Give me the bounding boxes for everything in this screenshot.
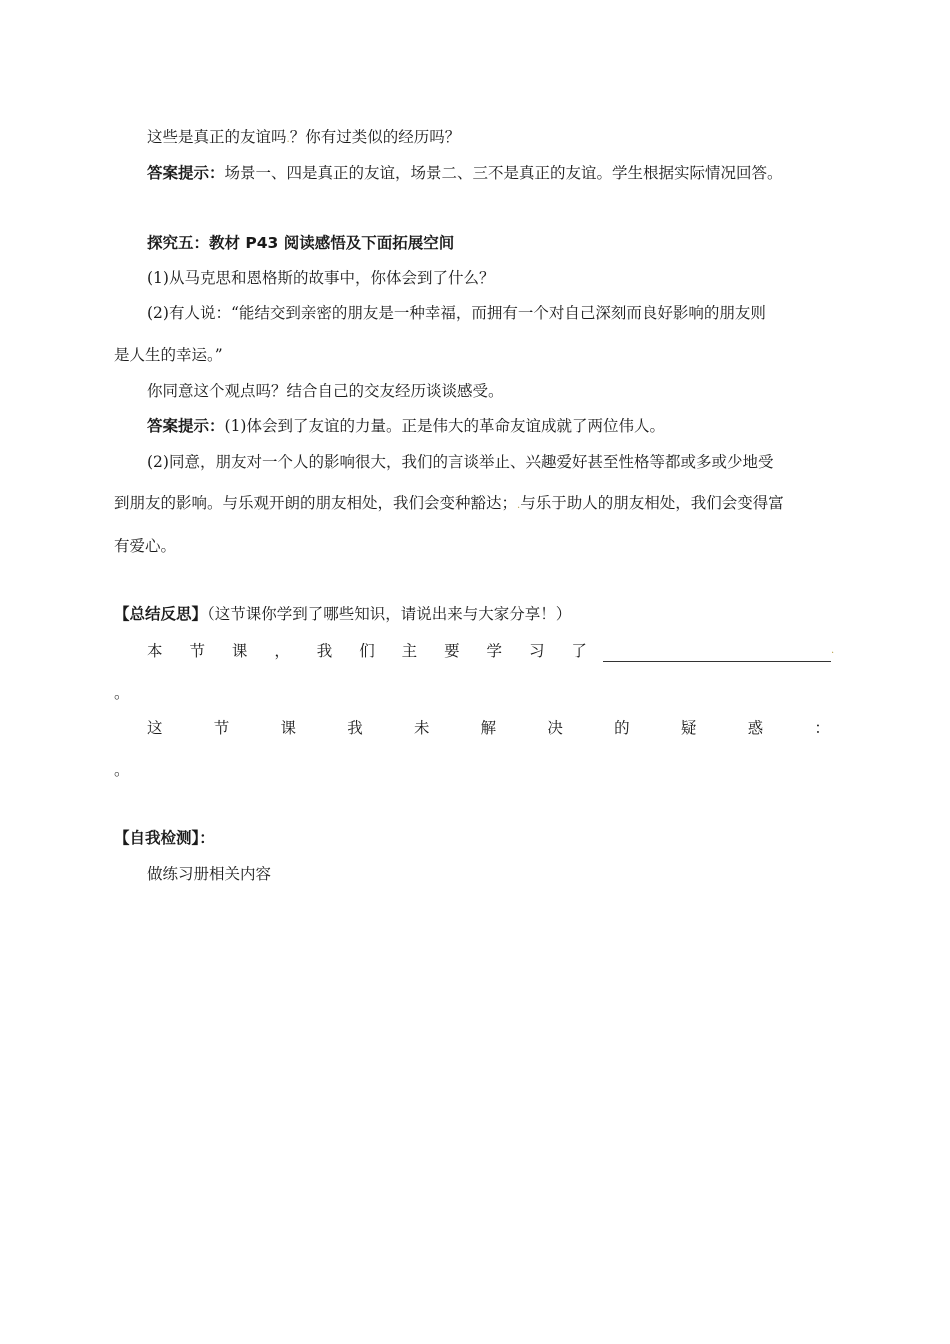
doubt-char: 未 — [413, 719, 430, 737]
edit-mark: . — [286, 134, 290, 145]
learned-char: 课 — [231, 642, 248, 660]
doubt-char: 节 — [213, 719, 230, 737]
answer-hint-1 — [147, 162, 783, 184]
learned-char: 习 — [528, 642, 545, 660]
learned-prompt — [147, 640, 587, 662]
edit-mark: . — [517, 500, 521, 511]
question-2-line2: 是人生的幸运。” — [114, 346, 223, 364]
answer-label: 答案提示： — [147, 417, 225, 435]
doubt-char: ： — [814, 719, 830, 737]
doubt-period: 。 — [114, 761, 130, 779]
answer-2-line1: (2)同意，朋友对一个人的影响很大，我们的言谈举止、兴趣爱好甚至性格等都或多或少地受 — [147, 453, 774, 471]
answer-text: 场景一、四是真正的友谊，场景二、三不是真正的友谊。学生根据实际情况回答。 — [224, 164, 783, 182]
learned-char: ， — [274, 642, 290, 660]
answer-label: 答案提示： — [147, 164, 225, 182]
learned-char: 了 — [571, 642, 587, 660]
question-3: 你同意这个观点吗？结合自己的交友经历谈谈感受。 — [147, 382, 504, 400]
doubt-char: 的 — [614, 719, 630, 737]
doubt-char: 我 — [347, 719, 363, 737]
answer-hint-2 — [147, 415, 665, 437]
learned-char: 节 — [189, 642, 205, 660]
doubt-char: 疑 — [680, 719, 697, 737]
learned-char: 要 — [444, 642, 460, 660]
summary-hint: （这节课你学到了哪些知识，请说出来与大家分享！） — [207, 605, 572, 623]
answer-2-part-a: 到朋友的影响。与乐观开朗的朋友相处，我们会变种豁达； — [114, 494, 518, 512]
doubt-fill-line — [147, 717, 830, 739]
learned-char: 本 — [147, 642, 163, 660]
learned-char: 我 — [316, 642, 333, 660]
doubt-char: 这 — [147, 719, 163, 737]
answer-2-line2 — [114, 492, 784, 517]
selftest-heading: 【自我检测】： — [114, 829, 215, 847]
section-title-explore5: 探究五：教材 P43 阅读感悟及下面拓展空间 — [147, 234, 455, 252]
question-text-rest: ？你有过类似的经历吗？ — [289, 128, 461, 146]
summary-heading — [114, 603, 571, 625]
doubt-char: 课 — [280, 719, 296, 737]
paragraph-question — [147, 126, 460, 151]
edit-mark: . — [831, 645, 835, 656]
learned-char: 们 — [359, 642, 375, 660]
learned-char: 学 — [486, 642, 503, 660]
question-1: (1)从马克思和恩格斯的故事中，你体会到了什么？ — [147, 269, 495, 287]
answer-2-part-b: 与乐于助人的朋友相处，我们会变得富 — [520, 494, 784, 512]
question-2-line1: (2)有人说：“能结交到亲密的朋友是一种幸福，而拥有一个对自己深刻而良好影响的朋友则 — [147, 304, 766, 322]
answer-text: (1)体会到了友谊的力量。正是伟大的革命友谊成就了两位伟人。 — [224, 417, 665, 435]
selftest-text: 做练习册相关内容 — [147, 865, 272, 883]
learned-fill-line — [147, 640, 839, 662]
doubt-char: 惑 — [747, 719, 764, 737]
learned-period: 。 — [114, 684, 130, 702]
doubt-char: 决 — [547, 719, 563, 737]
answer-2-line3: 有爱心。 — [114, 537, 177, 555]
learned-answer-blank[interactable] — [603, 643, 831, 662]
question-text: 这些是真正的友谊吗 — [147, 128, 287, 146]
summary-label: 【总结反思】 — [114, 605, 208, 623]
doubt-char: 解 — [480, 719, 497, 737]
learned-char: 主 — [401, 642, 418, 660]
